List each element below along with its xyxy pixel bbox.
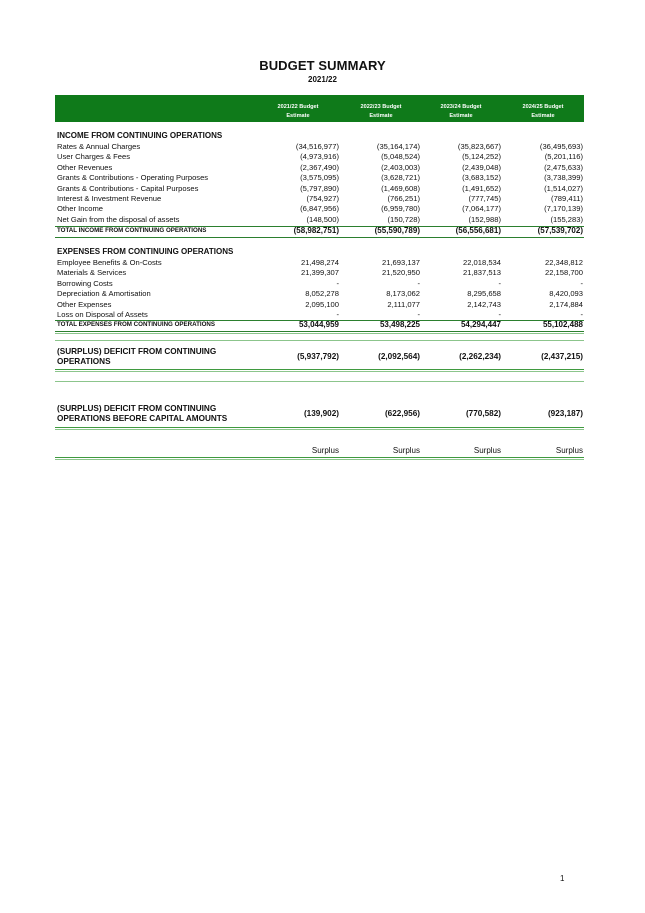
expenses-total-rule-1: [55, 331, 584, 332]
row-value: (7,170,139): [544, 204, 583, 214]
row-value: (3,683,152): [462, 173, 501, 183]
row-value: -: [498, 310, 501, 319]
row-value: 53,498,225: [379, 320, 420, 329]
row-value: -: [417, 310, 420, 319]
row-value: (754,927): [306, 194, 339, 203]
result-value: Surplus: [473, 446, 501, 455]
row-value: (5,048,524): [381, 152, 420, 162]
table-row: [57, 184, 584, 194]
row-value: (5,937,792): [297, 352, 339, 361]
row-value: 55,102,488: [542, 320, 583, 329]
deficit-before-capital-rule-1: [55, 427, 584, 428]
row-value: -: [580, 310, 583, 319]
row-value: (4,973,916): [300, 152, 339, 162]
page-number: 1: [560, 874, 565, 883]
row-value: (923,187): [547, 409, 583, 418]
row-value: (6,959,780): [381, 204, 420, 214]
row-value: (139,902): [303, 409, 339, 418]
row-label: Borrowing Costs: [57, 278, 113, 288]
table-row: [57, 173, 584, 183]
row-value: 21,498,274: [300, 258, 339, 267]
row-value: (5,201,116): [544, 152, 583, 162]
row-value: (766,251): [387, 194, 420, 203]
row-value: 2,095,100: [305, 299, 339, 309]
table-row: [57, 215, 584, 225]
page-subtitle: 2021/22: [308, 75, 337, 84]
row-value: 21,520,950: [381, 268, 420, 278]
row-label: Loss on Disposal of Assets: [57, 310, 148, 319]
row-value: 54,294,447: [460, 320, 501, 329]
row-value: (777,745): [468, 194, 501, 203]
row-value: (789,411): [551, 194, 583, 203]
table-row: [57, 310, 584, 320]
row-value: 21,693,137: [381, 258, 420, 267]
row-label: Rates & Annual Charges: [57, 142, 141, 151]
deficit-before-capital-rule-2: [55, 429, 584, 430]
table-row: [57, 279, 584, 289]
row-label: Other Expenses: [57, 299, 112, 309]
column-header-2023-24: 2023/24 Budget Estimate: [440, 104, 482, 119]
row-value: (2,262,234): [459, 352, 501, 361]
row-value: (148,500): [306, 214, 339, 224]
row-value: 22,018,534: [462, 258, 501, 267]
row-label: TOTAL INCOME FROM CONTINUING OPERATIONS: [57, 227, 207, 234]
table-row: [57, 194, 584, 204]
row-value: (2,437,215): [541, 352, 583, 361]
row-value: (3,575,095): [300, 173, 339, 183]
row-label: User Charges & Fees: [57, 152, 131, 162]
row-value: 8,420,093: [549, 289, 583, 299]
gap-rule: [55, 381, 584, 382]
deficit-rule-1: [55, 369, 584, 370]
deficit-top-rule: [55, 340, 584, 341]
row-value: (622,956): [384, 409, 420, 418]
result-value: Surplus: [392, 446, 420, 455]
row-value: (2,092,564): [378, 352, 420, 361]
table-row: [57, 142, 584, 152]
row-label: Employee Benefits & On-Costs: [57, 258, 162, 267]
row-label: Materials & Services: [57, 268, 127, 278]
row-value: 8,173,062: [386, 289, 420, 299]
row-value: (3,628,721): [381, 173, 420, 183]
table-row: [57, 300, 584, 310]
column-header-2024-25: 2024/25 Budget Estimate: [522, 104, 564, 119]
row-value: -: [498, 278, 501, 288]
table-row: [57, 258, 584, 268]
expenses-total-rule-2: [55, 333, 584, 334]
result-value: Surplus: [311, 446, 339, 455]
row-value: (5,124,252): [462, 152, 501, 162]
row-value: -: [417, 278, 420, 288]
row-label: (SURPLUS) DEFICIT FROM CONTINUING OPERATIONS BEFORE CAPITAL AMOUNTS: [57, 404, 228, 423]
row-label: Interest & Investment Revenue: [57, 194, 162, 203]
row-value: (35,823,667): [457, 142, 501, 151]
row-value: (58,982,751): [293, 226, 339, 235]
column-header-bar: [55, 95, 584, 122]
row-value: (2,475,633): [544, 162, 583, 172]
row-label: TOTAL EXPENSES FROM CONTINUING OPERATIONS: [57, 321, 216, 328]
row-label: Other Income: [57, 204, 104, 214]
row-value: 21,399,307: [300, 268, 339, 278]
table-row: [57, 289, 584, 299]
row-value: (1,514,027): [544, 183, 583, 193]
row-label: (SURPLUS) DEFICIT FROM CONTINUING OPERATIONS: [57, 347, 217, 366]
row-value: (34,516,977): [295, 142, 339, 151]
column-header-2021-22: 2021/22 Budget Estimate: [277, 104, 319, 119]
row-value: 21,837,513: [462, 268, 501, 278]
row-value: (155,283): [550, 214, 583, 224]
row-value: 2,142,743: [467, 299, 501, 309]
result-rule-1: [55, 457, 584, 458]
row-value: -: [336, 310, 339, 319]
page-title: BUDGET SUMMARY: [259, 58, 386, 73]
row-value: (152,988): [468, 214, 501, 224]
row-value: (770,582): [465, 409, 501, 418]
row-value: 53,044,959: [298, 320, 339, 329]
income-total-row: [57, 226, 584, 236]
income-total-bottom-rule: [55, 237, 584, 238]
row-label: Grants & Contributions - Operating Purposes: [57, 173, 209, 183]
result-value: Surplus: [555, 446, 583, 455]
row-value: (2,367,490): [300, 162, 339, 172]
row-value: 22,348,812: [544, 258, 583, 267]
row-value: (6,847,956): [300, 204, 339, 214]
row-value: (2,403,003): [381, 162, 420, 172]
expenses-heading: EXPENSES FROM CONTINUING OPERATIONS: [57, 247, 234, 256]
row-value: (55,590,789): [374, 226, 420, 235]
row-label: Depreciation & Amortisation: [57, 289, 151, 299]
row-value: (1,469,608): [381, 183, 420, 193]
deficit-rule-2: [55, 371, 584, 372]
table-row: [57, 204, 584, 214]
row-value: 2,111,077: [387, 299, 420, 309]
row-value: 8,295,658: [467, 289, 501, 299]
row-value: (2,439,048): [462, 162, 501, 172]
row-value: (57,539,702): [537, 226, 583, 235]
row-value: (150,728): [387, 214, 420, 224]
table-row: [57, 163, 584, 173]
row-value: 22,158,700: [544, 268, 583, 278]
row-value: (56,556,681): [455, 226, 501, 235]
row-value: 2,174,884: [549, 299, 583, 309]
income-heading: INCOME FROM CONTINUING OPERATIONS: [57, 131, 223, 140]
row-label: Grants & Contributions - Capital Purposes: [57, 183, 199, 193]
table-row: [57, 152, 584, 162]
row-value: (35,164,174): [376, 142, 420, 151]
row-value: (7,064,177): [462, 204, 501, 214]
row-value: (3,738,399): [544, 173, 583, 183]
row-value: (5,797,890): [300, 183, 339, 193]
row-label: Net Gain from the disposal of assets: [57, 214, 180, 224]
table-row: [57, 268, 584, 278]
column-header-2022-23: 2022/23 Budget Estimate: [360, 104, 402, 119]
expenses-total-row: [57, 320, 584, 330]
result-rule-2: [55, 459, 584, 460]
row-value: 8,052,278: [305, 289, 339, 299]
row-value: -: [336, 278, 339, 288]
row-label: Other Revenues: [57, 162, 113, 172]
row-value: (1,491,652): [462, 183, 501, 193]
row-value: (36,495,693): [539, 142, 583, 151]
row-value: -: [580, 278, 583, 288]
